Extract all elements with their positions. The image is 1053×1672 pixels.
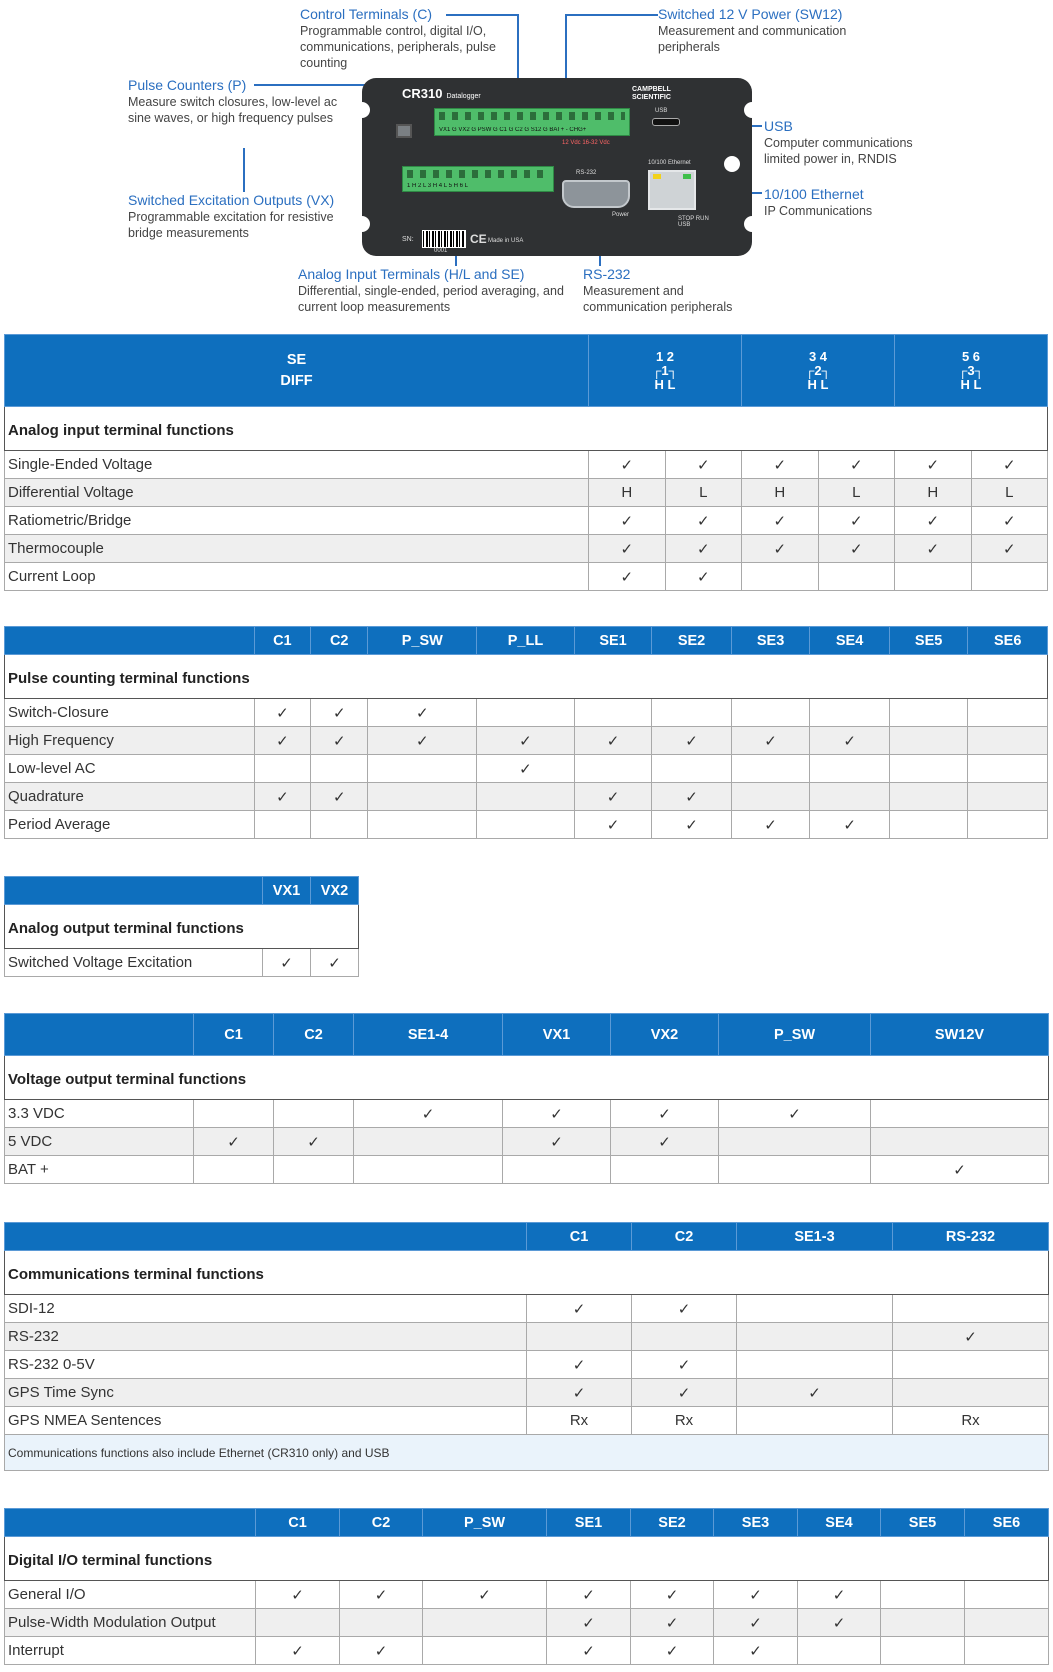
header-blank — [5, 1509, 256, 1537]
campbell-logo: CAMPBELL SCIENTIFIC — [632, 86, 671, 101]
check-icon: ✓ — [652, 727, 732, 755]
row-label: Thermocouple — [5, 535, 589, 563]
table-cell: H — [589, 479, 666, 507]
table-cell — [311, 755, 368, 783]
check-icon: ✓ — [742, 507, 819, 535]
check-icon: ✓ — [311, 949, 359, 977]
row-label: Pulse-Width Modulation Output — [5, 1609, 256, 1637]
usb-label: USB — [655, 108, 668, 114]
check-icon: ✓ — [731, 727, 810, 755]
check-icon: ✓ — [714, 1609, 798, 1637]
column-header: SE4 — [798, 1509, 881, 1537]
table-cell — [965, 1581, 1049, 1609]
row-label: Switch-Closure — [5, 699, 255, 727]
table-cell — [968, 811, 1048, 839]
table-cell — [574, 699, 652, 727]
check-icon: ✓ — [254, 783, 310, 811]
check-icon: ✓ — [547, 1637, 631, 1665]
table-cell — [503, 1156, 611, 1184]
column-header: P_SW — [368, 627, 477, 655]
table-cell — [423, 1637, 547, 1665]
callout-ethernet: 10/100 Ethernet IP Communications — [764, 186, 873, 218]
check-icon: ✓ — [589, 507, 666, 535]
column-header: SE3 — [714, 1509, 798, 1537]
table-row — [5, 1407, 1049, 1435]
check-icon: ✓ — [742, 451, 819, 479]
table-row — [5, 451, 1048, 479]
mount-hole — [744, 216, 760, 232]
table-cell — [731, 755, 810, 783]
column-header: VX1 — [263, 877, 311, 905]
check-icon: ✓ — [631, 1609, 714, 1637]
table-title: Analog input terminal functions — [5, 407, 1048, 451]
row-label: 5 VDC — [5, 1128, 194, 1156]
table-cell — [368, 783, 477, 811]
table-cell: H — [742, 479, 819, 507]
table-cell — [968, 727, 1048, 755]
table-cell — [477, 811, 575, 839]
table-cell — [737, 1323, 893, 1351]
table-cell — [274, 1100, 354, 1128]
table-cell — [871, 1128, 1049, 1156]
table-cell — [274, 1156, 354, 1184]
header-blank — [5, 1014, 194, 1056]
check-icon: ✓ — [632, 1351, 737, 1379]
top-terminal-block: VX1 G VX2 G PSW G C1 G C2 G S12 G BAT+ - CHG+ — [434, 108, 630, 136]
check-icon: ✓ — [423, 1581, 547, 1609]
table-cell — [719, 1128, 871, 1156]
table-cell: Rx — [632, 1407, 737, 1435]
callout-pulse-counters: Pulse Counters (P) Measure switch closures, low-level ac sine waves, or high frequency pulses — [128, 77, 338, 125]
table-row — [5, 507, 1048, 535]
table-cell — [632, 1323, 737, 1351]
ce-mark: CE — [470, 232, 487, 246]
row-label: Period Average — [5, 811, 255, 839]
column-header: SE4 — [810, 627, 890, 655]
table-cell — [893, 1351, 1049, 1379]
column-header: P_SW — [423, 1509, 547, 1537]
table-cell — [340, 1609, 423, 1637]
check-icon: ✓ — [611, 1128, 719, 1156]
check-icon: ✓ — [354, 1100, 503, 1128]
check-icon: ✓ — [714, 1637, 798, 1665]
check-icon: ✓ — [477, 755, 575, 783]
row-label: Quadrature — [5, 783, 255, 811]
table-row — [5, 1609, 1049, 1637]
table-cell — [423, 1609, 547, 1637]
check-icon: ✓ — [574, 727, 652, 755]
callout-switched-power: Switched 12 V Power (SW12) Measurement and communication peripherals — [658, 6, 847, 54]
table-cell — [737, 1407, 893, 1435]
check-icon: ✓ — [503, 1100, 611, 1128]
check-icon: ✓ — [527, 1295, 632, 1323]
check-icon: ✓ — [895, 535, 972, 563]
check-icon: ✓ — [665, 451, 742, 479]
row-label: Current Loop — [5, 563, 589, 591]
serial-number: 0001 — [434, 248, 448, 254]
column-header: SE6 — [968, 627, 1048, 655]
check-icon: ✓ — [893, 1323, 1049, 1351]
check-icon: ✓ — [574, 811, 652, 839]
check-icon: ✓ — [340, 1637, 423, 1665]
table-cell — [731, 783, 810, 811]
check-icon: ✓ — [632, 1295, 737, 1323]
table-cell: L — [818, 479, 895, 507]
column-header: SE5 — [889, 627, 968, 655]
digital-io-table — [4, 1508, 1049, 1665]
check-icon: ✓ — [742, 535, 819, 563]
column-header: SE5 — [881, 1509, 965, 1537]
bottom-terminal-block: 1 H 2 L 3 H 4 L 5 H 6 L — [402, 166, 554, 192]
table-cell — [893, 1379, 1049, 1407]
table-title: Digital I/O terminal functions — [5, 1537, 1049, 1581]
row-label: Interrupt — [5, 1637, 256, 1665]
check-icon: ✓ — [652, 811, 732, 839]
table-cell — [810, 755, 890, 783]
column-header: C1 — [256, 1509, 340, 1537]
table-cell — [737, 1295, 893, 1323]
header-blank — [5, 1223, 527, 1251]
check-icon: ✓ — [895, 451, 972, 479]
column-header: SE1 — [547, 1509, 631, 1537]
check-icon: ✓ — [368, 727, 477, 755]
table-cell — [893, 1295, 1049, 1323]
check-icon: ✓ — [311, 783, 368, 811]
check-icon: ✓ — [719, 1100, 871, 1128]
analog-output-table — [4, 876, 359, 977]
check-icon: ✓ — [256, 1581, 340, 1609]
chg-label: 12 Vdc 16-32 Vdc — [562, 140, 610, 146]
row-label: BAT + — [5, 1156, 194, 1184]
table-row — [5, 1637, 1049, 1665]
check-icon: ✓ — [589, 451, 666, 479]
communications-note: Communications functions also include Ethernet (CR310 only) and USB — [5, 1435, 1049, 1471]
table-cell — [368, 811, 477, 839]
check-icon: ✓ — [631, 1637, 714, 1665]
power-label: Power — [612, 212, 630, 218]
check-icon: ✓ — [818, 507, 895, 535]
table-cell — [965, 1637, 1049, 1665]
usb-port — [652, 118, 680, 126]
column-header: RS-232 — [893, 1223, 1049, 1251]
made-in-usa: Made in USA — [488, 238, 524, 244]
table-row — [5, 1351, 1049, 1379]
table-title: Analog output terminal functions — [5, 905, 359, 949]
table-title: Voltage output terminal functions — [5, 1056, 1049, 1100]
voltage-output-table — [4, 1013, 1049, 1184]
callout-usb: USB Computer communications limited power in, RNDIS — [764, 118, 913, 166]
table-cell — [810, 783, 890, 811]
table-row — [5, 1379, 1049, 1407]
column-header: SE2 — [652, 627, 732, 655]
table-cell: L — [665, 479, 742, 507]
table-cell — [254, 811, 310, 839]
table-row — [5, 535, 1048, 563]
check-icon: ✓ — [971, 507, 1048, 535]
row-label: Ratiometric/Bridge — [5, 507, 589, 535]
communications-table — [4, 1222, 1049, 1471]
serial-label: SN: — [402, 236, 414, 243]
check-icon: ✓ — [589, 535, 666, 563]
check-icon: ✓ — [737, 1379, 893, 1407]
table-cell: Rx — [893, 1407, 1049, 1435]
check-icon: ✓ — [263, 949, 311, 977]
check-icon: ✓ — [368, 699, 477, 727]
column-header: SE1-4 — [354, 1014, 503, 1056]
column-header: VX2 — [311, 877, 359, 905]
check-icon: ✓ — [274, 1128, 354, 1156]
table-cell — [256, 1609, 340, 1637]
table-row — [5, 1581, 1049, 1609]
table-cell — [889, 755, 968, 783]
table-cell — [818, 563, 895, 591]
column-header: C2 — [311, 627, 368, 655]
table-cell — [737, 1351, 893, 1379]
check-icon: ✓ — [477, 727, 575, 755]
table-cell — [968, 783, 1048, 811]
table-cell — [194, 1100, 274, 1128]
check-icon: ✓ — [632, 1379, 737, 1407]
mount-hole — [724, 156, 740, 172]
row-label: GPS NMEA Sentences — [5, 1407, 527, 1435]
row-label: Single-Ended Voltage — [5, 451, 589, 479]
table-row — [5, 1295, 1049, 1323]
row-label: General I/O — [5, 1581, 256, 1609]
check-icon: ✓ — [665, 507, 742, 535]
check-icon: ✓ — [256, 1637, 340, 1665]
callout-switched-excitation: Switched Excitation Outputs (VX) Programmable excitation for resistive bridge measurements — [128, 192, 335, 240]
header-blank — [5, 877, 263, 905]
table-cell — [194, 1156, 274, 1184]
table-row — [5, 755, 1048, 783]
column-header: P_SW — [719, 1014, 871, 1056]
check-icon: ✓ — [547, 1581, 631, 1609]
row-label: Switched Voltage Excitation — [5, 949, 263, 977]
check-icon: ✓ — [665, 563, 742, 591]
check-icon: ✓ — [818, 451, 895, 479]
row-label: RS-232 — [5, 1323, 527, 1351]
check-icon: ✓ — [611, 1100, 719, 1128]
table-cell — [719, 1156, 871, 1184]
column-header: P_LL — [477, 627, 575, 655]
row-label: Differential Voltage — [5, 479, 589, 507]
table-cell — [731, 699, 810, 727]
table-cell — [611, 1156, 719, 1184]
mount-hole — [744, 102, 760, 118]
row-label: 3.3 VDC — [5, 1100, 194, 1128]
check-icon: ✓ — [631, 1581, 714, 1609]
datalogger-device — [362, 78, 752, 256]
check-icon: ✓ — [652, 783, 732, 811]
table-row — [5, 1323, 1049, 1351]
column-header: VX1 — [503, 1014, 611, 1056]
check-icon: ✓ — [589, 563, 666, 591]
table-cell — [742, 563, 819, 591]
table-cell — [368, 755, 477, 783]
check-icon: ✓ — [311, 727, 368, 755]
rs232-port — [562, 180, 630, 208]
table-cell — [574, 755, 652, 783]
table-cell — [971, 563, 1048, 591]
check-icon: ✓ — [731, 811, 810, 839]
device-model: CR310 Datalogger — [402, 86, 481, 101]
check-icon: ✓ — [714, 1581, 798, 1609]
table-cell — [968, 699, 1048, 727]
callout-control-terminals: Control Terminals (C) Programmable control, digital I/O, communications, peripherals, pulse counting — [300, 6, 496, 70]
table-cell — [652, 755, 732, 783]
table-title: Pulse counting terminal functions — [5, 655, 1048, 699]
table-cell — [477, 783, 575, 811]
check-icon: ✓ — [311, 699, 368, 727]
check-icon: ✓ — [871, 1156, 1049, 1184]
table-cell: H — [895, 479, 972, 507]
row-label: RS-232 0-5V — [5, 1351, 527, 1379]
table-row — [5, 563, 1048, 591]
column-header: SE2 — [631, 1509, 714, 1537]
check-icon: ✓ — [798, 1581, 881, 1609]
table-row — [5, 1100, 1049, 1128]
check-icon: ✓ — [254, 727, 310, 755]
barcode — [422, 230, 466, 248]
table-cell — [354, 1128, 503, 1156]
table-cell — [889, 811, 968, 839]
column-header: C2 — [274, 1014, 354, 1056]
column-header: C2 — [340, 1509, 423, 1537]
table-row — [5, 1156, 1049, 1184]
table-cell — [889, 727, 968, 755]
column-header: SE6 — [965, 1509, 1049, 1537]
table-cell — [527, 1323, 632, 1351]
column-header: C1 — [527, 1223, 632, 1251]
check-icon: ✓ — [818, 535, 895, 563]
table-cell — [965, 1609, 1049, 1637]
check-icon: ✓ — [971, 451, 1048, 479]
table-cell — [311, 811, 368, 839]
column-header: C2 — [632, 1223, 737, 1251]
table-cell — [881, 1637, 965, 1665]
table-cell — [652, 699, 732, 727]
ethernet-port — [648, 170, 696, 210]
table-row — [5, 699, 1048, 727]
table-cell — [895, 563, 972, 591]
rs232-label: RS-232 — [576, 170, 597, 176]
check-icon: ✓ — [574, 783, 652, 811]
header-group-1: 1 2 ┌1┐ H L — [589, 335, 742, 407]
check-icon: ✓ — [971, 535, 1048, 563]
callout-rs232: RS-232 Measurement and communication peripherals — [583, 266, 733, 314]
check-icon: ✓ — [665, 535, 742, 563]
column-header: SE1-3 — [737, 1223, 893, 1251]
check-icon: ✓ — [810, 727, 890, 755]
table-cell — [798, 1637, 881, 1665]
row-label: High Frequency — [5, 727, 255, 755]
table-cell: Rx — [527, 1407, 632, 1435]
table-row — [5, 949, 359, 977]
table-cell — [254, 755, 310, 783]
table-row — [5, 783, 1048, 811]
table-row — [5, 1128, 1049, 1156]
status-label: STOP RUN USB — [678, 216, 709, 228]
check-icon: ✓ — [254, 699, 310, 727]
analog-input-table — [4, 334, 1048, 591]
column-header: SW12V — [871, 1014, 1049, 1056]
check-icon: ✓ — [527, 1351, 632, 1379]
header-blank — [5, 627, 255, 655]
column-header: C1 — [194, 1014, 274, 1056]
table-cell — [477, 699, 575, 727]
table-cell — [354, 1156, 503, 1184]
cr310-diagram — [0, 0, 1053, 320]
ethernet-label: 10/100 Ethernet — [648, 160, 691, 166]
column-header: VX2 — [611, 1014, 719, 1056]
pulse-counting-table — [4, 626, 1048, 839]
header-group-2: 3 4 ┌2┐ H L — [742, 335, 895, 407]
table-cell — [968, 755, 1048, 783]
check-icon: ✓ — [547, 1609, 631, 1637]
check-icon: ✓ — [503, 1128, 611, 1156]
row-label: Low-level AC — [5, 755, 255, 783]
check-icon: ✓ — [810, 811, 890, 839]
column-header: SE3 — [731, 627, 810, 655]
column-header: SE1 — [574, 627, 652, 655]
check-icon: ✓ — [527, 1379, 632, 1407]
column-header: C1 — [254, 627, 310, 655]
callout-analog-input: Analog Input Terminals (H/L and SE) Differential, single-ended, period averaging, and current loop measurements — [298, 266, 564, 314]
reset-button — [396, 124, 412, 138]
table-cell — [881, 1581, 965, 1609]
row-label: GPS Time Sync — [5, 1379, 527, 1407]
table-cell — [810, 699, 890, 727]
table-cell — [871, 1100, 1049, 1128]
header-se-diff: SE DIFF — [5, 335, 589, 407]
table-cell — [889, 699, 968, 727]
table-row — [5, 811, 1048, 839]
check-icon: ✓ — [798, 1609, 881, 1637]
check-icon: ✓ — [194, 1128, 274, 1156]
table-title: Communications terminal functions — [5, 1251, 1049, 1295]
table-cell: L — [971, 479, 1048, 507]
header-group-3: 5 6 ┌3┐ H L — [895, 335, 1048, 407]
table-cell — [881, 1609, 965, 1637]
table-row — [5, 479, 1048, 507]
check-icon: ✓ — [895, 507, 972, 535]
table-row — [5, 727, 1048, 755]
table-cell — [889, 783, 968, 811]
check-icon: ✓ — [340, 1581, 423, 1609]
row-label: SDI-12 — [5, 1295, 527, 1323]
